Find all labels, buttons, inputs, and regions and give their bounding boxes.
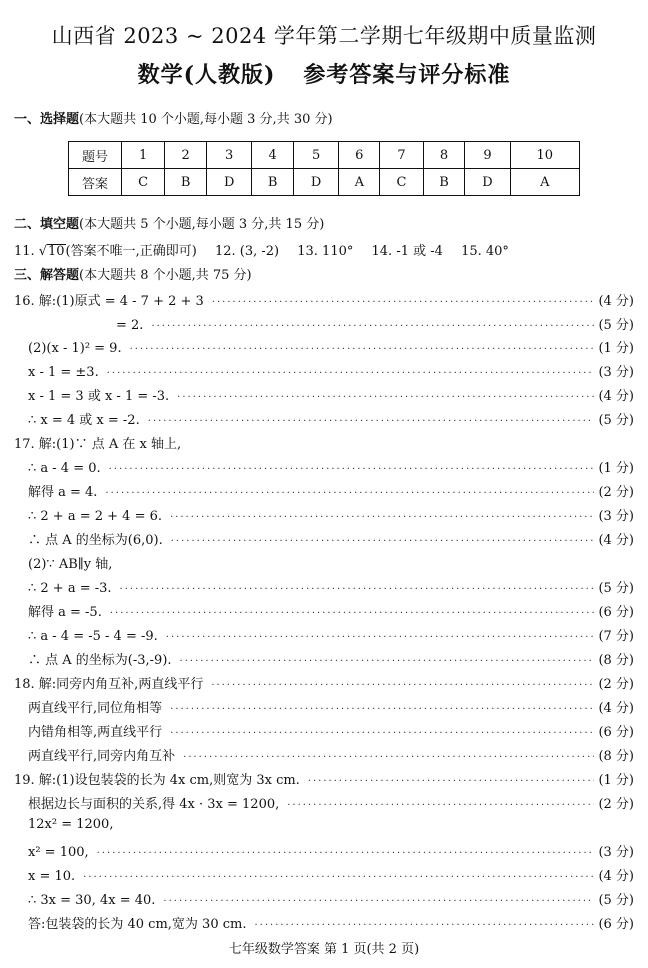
score-label: (5 分) xyxy=(598,581,634,596)
score-label: (5 分) xyxy=(598,893,634,908)
solution-step: x - 1 = 3 或 x - 1 = -3. xyxy=(28,389,170,404)
solution-step: ∴ 2 + a = -3. xyxy=(28,581,112,596)
solution-line xyxy=(14,290,634,310)
score-label: (5 分) xyxy=(598,318,634,333)
solution-line xyxy=(14,457,634,477)
solution-step: x = 10. xyxy=(28,869,76,884)
solution-step: (2)(x - 1)² = 9. xyxy=(28,341,122,356)
score-label: (6 分) xyxy=(598,605,634,620)
solution-line xyxy=(14,817,634,837)
answer-14: 14. -1 或 -4 xyxy=(371,244,443,259)
solution-line xyxy=(14,409,634,429)
table-cell-number: 3 xyxy=(207,142,252,169)
solution-step: 解得 a = 4. xyxy=(28,485,98,500)
solution-line xyxy=(14,769,634,789)
solution-line xyxy=(14,385,634,405)
solution-step: x² = 100, xyxy=(28,845,89,860)
table-row-numbers xyxy=(69,142,580,169)
dot-leader xyxy=(180,656,595,667)
answer-12: 12. (3, -2) xyxy=(214,244,280,259)
dot-leader xyxy=(177,392,594,403)
solution-line xyxy=(14,745,634,765)
solution-step: 18. 解:同旁内角互补,两直线平行 xyxy=(14,677,204,692)
table-cell-answer: D xyxy=(294,169,339,196)
solution-line xyxy=(14,625,634,645)
solution-step: 16. 解:(1)原式 = 4 - 7 + 2 + 3 xyxy=(14,294,204,309)
score-label: (4 分) xyxy=(598,294,634,309)
solution-step: 内错角相等,两直线平行 xyxy=(28,725,163,740)
dot-leader xyxy=(211,680,594,691)
solution-line xyxy=(14,481,634,501)
dot-leader xyxy=(120,584,595,595)
section-3-heading: 三、解答题(本大题共 8 个小题,共 75 分) xyxy=(14,268,252,283)
solution-line xyxy=(14,337,634,357)
table-cell-answer: D xyxy=(465,169,510,196)
score-label: (6 分) xyxy=(598,917,634,932)
solution-line xyxy=(14,841,634,861)
score-label: (8 分) xyxy=(598,653,634,668)
table-cell-answer: A xyxy=(339,169,380,196)
document-subtitle xyxy=(0,58,648,89)
solution-line xyxy=(14,601,634,621)
answer-11: 11. √10(答案不唯一,正确即可) xyxy=(14,244,197,259)
score-label: (1 分) xyxy=(598,341,634,356)
dot-leader xyxy=(212,297,595,308)
dot-leader xyxy=(83,872,594,883)
table-row-answers xyxy=(69,169,580,196)
dot-leader xyxy=(163,896,594,907)
solution-step: 19. 解:(1)设包装袋的长为 4x cm,则宽为 3x cm. xyxy=(14,773,300,788)
solution-line xyxy=(14,913,634,933)
solution-line xyxy=(14,361,634,381)
solution-line xyxy=(14,649,634,669)
dot-leader xyxy=(170,728,594,739)
dot-leader xyxy=(130,344,595,355)
document-title: 山西省 2023 ~ 2024 学年第二学期七年级期中质量监测 xyxy=(51,24,597,48)
solution-line xyxy=(14,505,634,525)
table-header-number: 题号 xyxy=(69,142,122,169)
score-label: (2 分) xyxy=(598,797,634,812)
table-cell-number: 1 xyxy=(122,142,165,169)
dot-leader xyxy=(287,800,594,811)
dot-leader xyxy=(107,368,595,379)
solution-step: x - 1 = ±3. xyxy=(28,365,99,380)
solution-step: ∴ 点 A 的坐标为(6,0). xyxy=(28,533,163,548)
solution-step: ∴ x = 4 或 x = -2. xyxy=(28,413,140,428)
score-label: (4 分) xyxy=(598,869,634,884)
score-label: (2 分) xyxy=(598,485,634,500)
dot-leader xyxy=(171,536,595,547)
solution-step: ∴ 2 + a = 2 + 4 = 6. xyxy=(28,509,162,524)
score-label: (7 分) xyxy=(598,629,634,644)
dot-leader xyxy=(166,632,595,643)
score-label: (3 分) xyxy=(598,509,634,524)
score-label: (1 分) xyxy=(598,461,634,476)
dot-leader xyxy=(151,321,594,332)
solution-step: ∴ a - 4 = -5 - 4 = -9. xyxy=(28,629,158,644)
table-cell-number: 6 xyxy=(339,142,380,169)
subtitle-subject: 数学(人教版) xyxy=(137,62,276,88)
solution-step: 根据边长与面积的关系,得 4x · 3x = 1200, xyxy=(28,797,280,812)
score-label: (5 分) xyxy=(598,413,634,428)
score-label: (4 分) xyxy=(598,533,634,548)
solution-line xyxy=(14,553,634,573)
solution-line xyxy=(14,721,634,741)
table-cell-number: 8 xyxy=(423,142,465,169)
solution-step: 解得 a = -5. xyxy=(28,605,102,620)
table-header-answer: 答案 xyxy=(69,169,122,196)
subtitle-answer-key: 参考答案与评分标准 xyxy=(303,62,511,88)
dot-leader xyxy=(308,776,595,787)
answer-15: 15. 40° xyxy=(461,244,509,259)
score-label: (6 分) xyxy=(598,725,634,740)
dot-leader xyxy=(109,464,595,475)
fill-in-answers xyxy=(14,240,523,259)
dot-leader xyxy=(148,416,595,427)
solution-step: 17. 解:(1)∵ 点 A 在 x 轴上, xyxy=(14,437,182,452)
solution-line xyxy=(14,889,634,909)
solution-step: (2)∵ AB∥y 轴, xyxy=(28,557,113,572)
dot-leader xyxy=(97,848,595,859)
solution-step: 答:包装袋的长为 40 cm,宽为 30 cm. xyxy=(28,917,247,932)
page-footer: 七年级数学答案 第 1 页(共 2 页) xyxy=(228,942,420,957)
score-label: (8 分) xyxy=(598,749,634,764)
solution-line xyxy=(14,433,634,453)
table-cell-answer: B xyxy=(423,169,465,196)
solution-step: ∴ 3x = 30, 4x = 40. xyxy=(28,893,156,908)
solution-line xyxy=(14,697,634,717)
solution-line xyxy=(14,314,634,334)
solution-line xyxy=(14,793,634,813)
solution-line xyxy=(14,865,634,885)
table-cell-number: 2 xyxy=(165,142,207,169)
solution-step: = 2. xyxy=(116,318,144,333)
dot-leader xyxy=(170,704,594,715)
table-cell-answer: D xyxy=(207,169,252,196)
score-label: (3 分) xyxy=(598,365,634,380)
table-cell-number: 5 xyxy=(294,142,339,169)
solution-step: ∴ a - 4 = 0. xyxy=(28,461,101,476)
table-cell-answer: A xyxy=(510,169,579,196)
dot-leader xyxy=(170,512,594,523)
table-cell-answer: C xyxy=(122,169,165,196)
dot-leader xyxy=(105,488,594,499)
score-label: (1 分) xyxy=(598,773,634,788)
table-cell-number: 4 xyxy=(252,142,294,169)
answer-table xyxy=(68,141,580,196)
table-cell-answer: C xyxy=(380,169,423,196)
solution-line xyxy=(14,577,634,597)
dot-leader xyxy=(110,608,595,619)
score-label: (3 分) xyxy=(598,845,634,860)
dot-leader xyxy=(183,752,594,763)
table-cell-number: 7 xyxy=(380,142,423,169)
solution-step: 两直线平行,同旁内角互补 xyxy=(28,749,176,764)
table-cell-number: 10 xyxy=(510,142,579,169)
solution-line xyxy=(14,673,634,693)
dot-leader xyxy=(254,920,594,931)
solution-step: 两直线平行,同位角相等 xyxy=(28,701,163,716)
answer-13: 13. 110° xyxy=(297,244,354,259)
score-label: (4 分) xyxy=(598,389,634,404)
table-cell-answer: B xyxy=(165,169,207,196)
table-cell-number: 9 xyxy=(465,142,510,169)
solution-step: ∴ 点 A 的坐标为(-3,-9). xyxy=(28,653,172,668)
section-1-heading: 一、选择题(本大题共 10 个小题,每小题 3 分,共 30 分) xyxy=(14,112,333,127)
score-label: (2 分) xyxy=(598,677,634,692)
solution-line xyxy=(14,529,634,549)
score-label: (4 分) xyxy=(598,701,634,716)
section-2-heading: 二、填空题(本大题共 5 个小题,每小题 3 分,共 15 分) xyxy=(14,217,325,232)
table-cell-answer: B xyxy=(252,169,294,196)
solution-step: 12x² = 1200, xyxy=(28,817,114,832)
